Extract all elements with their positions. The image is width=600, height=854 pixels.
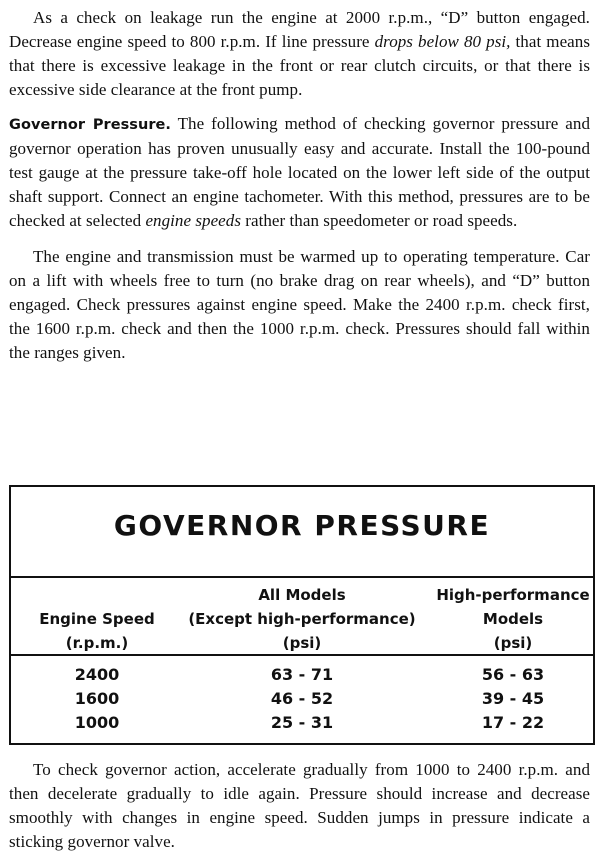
table-cell: 39 - 45 xyxy=(481,689,545,708)
table-cell: 2400 xyxy=(74,665,120,684)
table-title: GOVERNOR PRESSURE xyxy=(113,509,491,542)
table-cell: 1600 xyxy=(74,689,120,708)
paragraph-warmup: The engine and transmission must be warmed up to operating temperature. Car on a lift with wheels free to turn (no brake drag on rear wheels), and “D” button engaged. Check pressures against engine speed. Make the 2400 r.p.m. check first, the 1600 r.p.m. check and then the 1000 r.p.m. check. Pressures should fall within the ranges given. xyxy=(9,247,590,362)
governor-pressure-table xyxy=(9,485,595,745)
table-cell: 46 - 52 xyxy=(270,689,334,708)
table-cell: 25 - 31 xyxy=(270,713,334,732)
emphasis-text: drops below 80 psi, xyxy=(374,32,511,51)
paragraph-governor-action: To check governor action, accelerate gradually from 1000 to 2400 r.p.m. and then decelerate gradually to idle again. Pressure should increase and decrease smoothly with changes in engine speed. Sudden jumps in pressure indicate a sticking governor valve. xyxy=(9,760,590,851)
header-high-performance: High-performance Models (psi) xyxy=(436,586,590,652)
column-engine-speed xyxy=(31,663,163,735)
paragraph-text: The following method of checking governor pressure and governor operation has proven unusually easy and accurate. Install the 100-pound test gauge at the pressure take-off hole located on the lower left side of the output shaft support. Connect an engine tachometer. With this method, pressures are to be checked at selected xyxy=(9,114,590,230)
table-cell: 63 - 71 xyxy=(270,665,334,684)
header-all-models: All Models (Except high-performance) (psi) xyxy=(188,586,416,652)
paragraph-governor-pressure xyxy=(9,112,590,233)
paragraph-text: that means that there is excessive leakage in the front or rear clutch circuits, or that there is excessive side clearance at the front pump. xyxy=(9,32,590,99)
column-high-performance xyxy=(427,663,599,735)
emphasis-text: engine speeds xyxy=(145,211,241,230)
column-all-models xyxy=(179,663,425,735)
paragraph-text: As a check on leakage run the engine at 2000 r.p.m., “D” button engaged. Decrease engine speed to 800 r.p.m. If line pressure xyxy=(9,8,590,51)
section-heading: Governor Pressure. xyxy=(9,117,171,133)
paragraph-text: rather than speedometer or road speeds. xyxy=(241,211,518,230)
table-cell: 56 - 63 xyxy=(481,665,545,684)
table-divider xyxy=(11,576,593,578)
header-engine-speed: Engine Speed (r.p.m.) xyxy=(39,610,155,652)
table-divider xyxy=(11,654,593,656)
table-cell: 17 - 22 xyxy=(481,713,545,732)
table-cell: 1000 xyxy=(74,713,120,732)
paragraph-leakage-check xyxy=(9,6,590,102)
